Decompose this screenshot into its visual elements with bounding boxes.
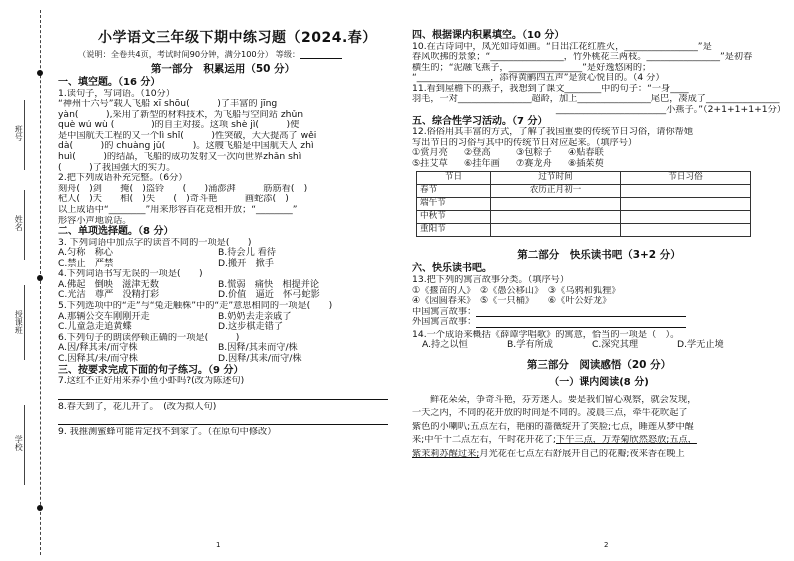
q13-line: 外国寓言故事： [412, 317, 786, 328]
exam-note: （说明：全卷共4页，考试时间90分钟，满分100分） 等级： [78, 50, 342, 59]
part2-heading: 第二部分 快乐读书吧（3+2 分） [517, 249, 681, 262]
label-teacher-class: 授课班 [14, 310, 24, 334]
table-row [417, 198, 751, 211]
q5-option-a[interactable]: A.那辆公交车刚刚开走 [58, 310, 150, 322]
q6-option-a[interactable]: A.因/释其耒/而守株 [58, 342, 138, 354]
section2-heading: 二、单项选择题。（8 分） [58, 226, 174, 238]
festival-table [416, 171, 751, 237]
q5-prompt: 5.下列选项中的“走”与“兔走触株”中的“走”意思相同的一项是( ) [58, 301, 333, 312]
name-blank[interactable] [24, 190, 25, 260]
q4-option-b[interactable]: B.慌弱 痛快 相提并论 [218, 278, 320, 290]
q4-option-c[interactable]: C.光洁 尊严 没精打彩 [58, 289, 160, 301]
q11-line[interactable]: 羽毛，一对________________超龄，加上________________尾巴，凑成了________________ [412, 94, 780, 105]
table-cell: 春节 [417, 185, 491, 198]
q4-option-d[interactable]: D.价值 逼近 怀弓蛇影 [218, 289, 320, 301]
q2-line[interactable]: 刻舟( )剑 掩( )盗铃 ( )涌澎湃 筋筋看( ) [58, 183, 308, 194]
q3-prompt: 3. 下列词语中加点字的读音不同的一项是( ) [58, 237, 252, 248]
q1-prompt: 1.读句子，写词语。（10分） [58, 88, 175, 99]
section6-heading: 六、快乐读书吧。 [412, 263, 492, 275]
table-cell[interactable] [621, 211, 751, 224]
left-page [58, 63, 388, 438]
custom-item: ⑥挂年画 [464, 157, 500, 169]
section4-heading: 四、根据课内积累填空。（10 分） [412, 30, 565, 41]
binding-dot [37, 70, 43, 76]
table-cell[interactable] [491, 198, 621, 211]
q11-line[interactable]: ________________________小燕子。”（2+1+1+1+1分） [555, 104, 786, 115]
reading-line: 紫色的小喇叭;五点左右，艳丽的蔷薇绽开了笑脸;七点，睡莲从梦中醒 [412, 421, 694, 432]
class-blank[interactable] [24, 100, 25, 170]
underlined-sentence: 下午三点，万寿菊欣然怒放;五点， [556, 435, 697, 446]
q1-line[interactable]: ( )了我国强大的实力。 [58, 162, 176, 173]
exam-title: 小学语文三年级下期中练习题（2024.春） [98, 30, 377, 46]
binding-dot [37, 275, 43, 281]
table-cell[interactable] [621, 198, 751, 211]
table-header: 节日习俗 [621, 172, 751, 185]
q6-option-d[interactable]: D.因释/其耒/而守/株 [218, 352, 302, 364]
q7-prompt: 7.这红不正好用来养小鱼小虾吗?(改为陈述句) [58, 376, 245, 387]
table-cell: 端午节 [417, 198, 491, 211]
reading-line: 来;中午十二点左右，午时花开花了;下午三点，万寿菊欣然怒放;五点， [412, 435, 697, 446]
q7-answer-line[interactable] [58, 387, 388, 400]
custom-item: ⑦赛龙舟 [516, 157, 552, 169]
table-row [417, 224, 751, 237]
binding-dot [37, 505, 43, 511]
q10-line[interactable]: “________________，添得黄鹂四五声”是赏心悦目的。（4 分） [412, 73, 665, 84]
table-cell[interactable] [491, 224, 621, 237]
table-cell: 中秋节 [417, 211, 491, 224]
custom-item: ⑧插茱萸 [568, 157, 604, 169]
grade-blank[interactable] [300, 58, 342, 59]
table-row [417, 185, 751, 198]
table-cell: 重阳节 [417, 224, 491, 237]
table-cell[interactable] [621, 224, 751, 237]
q14-prompt: 14.一个成语来概括《薛谭学唱歌》的寓意，恰当的一项是（ ）。 [412, 329, 680, 340]
q10-line[interactable]: 春风吹拂的景象；“________________，竹外桃花三两枝。________________”是初春 [412, 52, 753, 63]
q14-option-a[interactable]: A.持之以恒 [422, 339, 468, 351]
q4-option-a[interactable]: A.佛起 倒映 滋津无数 [58, 278, 159, 290]
q13-line: ④《园圆春来》 ⑤《一只桶》 ⑥《叶公好龙》 [412, 296, 612, 307]
q5-option-b[interactable]: B.奶奶去走亲戚了 [218, 310, 292, 322]
right-page [412, 30, 786, 459]
q3-option-b[interactable]: B.待会儿 看待 [218, 247, 277, 259]
reading-line: 紫茉莉苏醒过来;月光花在七点左右舒展开自己的花瓣;夜来香在晚上 [412, 448, 685, 459]
q12-line: 写出节日的习俗与其中的传统节日对应起来。（填序号） [412, 137, 638, 148]
label-school: 学校 [14, 435, 24, 451]
table-cell[interactable] [621, 185, 751, 198]
table-cell: 农历正月初一 [491, 185, 621, 198]
binding-line [40, 10, 41, 555]
q5-option-c[interactable]: C.儿童急走追黄蝶 [58, 321, 132, 333]
custom-item: ④贴春联 [568, 147, 604, 159]
q1-line[interactable]: dà( )的 chuàng jǔ( )。这艘飞船是中国航天人 zhì [58, 141, 314, 152]
q6-prompt: 6.下列句子的朗读停顿正确的一项是( ) [58, 332, 240, 343]
section1-heading: 一、填空题。（16 分） [58, 77, 161, 89]
custom-item: ②登高 [464, 147, 491, 159]
page-number: 2 [604, 541, 609, 549]
custom-item: ①赏月亮 [412, 147, 448, 159]
q5-option-d[interactable]: D.这步棋走错了 [218, 321, 284, 333]
q13-prompt: 13.把下列的寓言故事分类。（填序号） [412, 274, 570, 285]
q10-line[interactable]: 横生的；“泥融飞燕子，________________”是好逸悠闲的； [412, 62, 652, 73]
q14-option-b[interactable]: B.学有所成 [507, 339, 553, 351]
q13-line: 中国寓言故事： [412, 307, 786, 318]
part1-heading: 第一部分 积累运用（50 分） [150, 63, 296, 75]
q6-option-c[interactable]: C.因释其/耒/而守株 [58, 352, 138, 364]
q3-option-d[interactable]: D.搬开 掀手 [218, 257, 274, 269]
q11-line[interactable]: 11.看到屋檐下的燕子，我想到了课文________中的句子：“一身____ [412, 83, 689, 94]
q8-prompt: 8.春天到了，花儿开了。 (改为拟人句) [58, 401, 217, 412]
reading-heading: （一）课内阅读(8 分) [549, 377, 649, 389]
foreign-fables-blank[interactable] [476, 327, 686, 328]
q1-line[interactable]: 是中国航天工程的又一个lì shǐ( )性突破，大大提高了 wěi [58, 130, 317, 141]
q1-line[interactable]: yàn( ),采用了新型的材料技术，为飞船与空间站 zhǔn [58, 109, 304, 120]
table-header: 过节时间 [491, 172, 621, 185]
label-name: 姓名 [14, 215, 24, 231]
reading-line: 一天之内，不同的花开放的时间是不同的。凌晨三点，牵牛花吹起了 [412, 408, 688, 419]
part3-heading: 第三部分 阅读感悟（20 分） [526, 358, 672, 371]
q1-line[interactable]: què wú wù ( )的自主对接。这项 shè jì( )使 [58, 120, 300, 131]
q9-prompt: 9. 我推测蜜蜂可能肯定找不到家了。（在原句中修改） [58, 427, 277, 438]
q14-option-d[interactable]: D.学无止境 [677, 339, 724, 351]
q10-line[interactable]: 10.在古诗词中，凤光如诗如画。“日出江花红胜火，________________”是 [412, 41, 712, 52]
table-row [417, 211, 751, 224]
underlined-sentence: 紫茉莉苏醒过来; [412, 448, 480, 459]
school-blank[interactable] [24, 405, 25, 485]
q6-option-b[interactable]: B.因释/其耒而守/株 [218, 342, 298, 354]
custom-item: ③包粽子 [516, 147, 552, 159]
q2-prompt: 2.把下列成语补充完整。（6分） [58, 173, 188, 184]
q8-answer-line[interactable] [58, 412, 388, 425]
q4-prompt: 4.下列词语书写无误的一项是( ) [58, 269, 203, 280]
q1-line[interactable]: “神州十六号”载人飞船 xī shōu( )了丰富的 jīng [58, 99, 278, 110]
teacher-class-blank[interactable] [24, 285, 25, 360]
q3-option-c[interactable]: C.禁止 严禁 [58, 257, 114, 269]
table-header: 节日 [417, 172, 491, 185]
section5-heading: 五、综合性学习活动。（7 分） [412, 115, 548, 127]
reading-line: 鲜花朵朵，争奇斗艳，芬芳迷人。要是我们留心观察，就会发现， [430, 394, 697, 405]
section3-heading: 三、按要求完成下面的句子练习。（9 分） [58, 364, 244, 376]
q2-line: 形容小声地说话。 [58, 215, 132, 226]
q12-line: 12.俗俗用其丰富的方式，了解了我国重要的传统节日习俗，请你帮她 [412, 127, 694, 138]
binding-margin [0, 0, 52, 561]
label-class: 班号 [14, 125, 24, 141]
table-cell[interactable] [491, 211, 621, 224]
q2-line[interactable]: 杞人( )天 相( )失 ( )奇斗艳 画蛇添( ) [58, 194, 289, 205]
q14-option-c[interactable]: C.深究其理 [592, 339, 639, 351]
q3-option-a[interactable]: A.匀称 称心 [58, 247, 113, 259]
q12-items [412, 159, 786, 170]
page-number: 1 [216, 541, 221, 549]
q1-line[interactable]: huì( )的结晶，飞船的成功发射又一次向世界zhǎn shì [58, 152, 302, 163]
q2-line[interactable]: 以上成语中“________”用来形容百花竞相开放；“________” [58, 204, 298, 215]
q13-line: ①《揠苗的人》 ②《愚公移山》 ③《乌鸦和狐狸》 [412, 285, 621, 296]
custom-item: ⑤拄艾草 [412, 157, 448, 169]
